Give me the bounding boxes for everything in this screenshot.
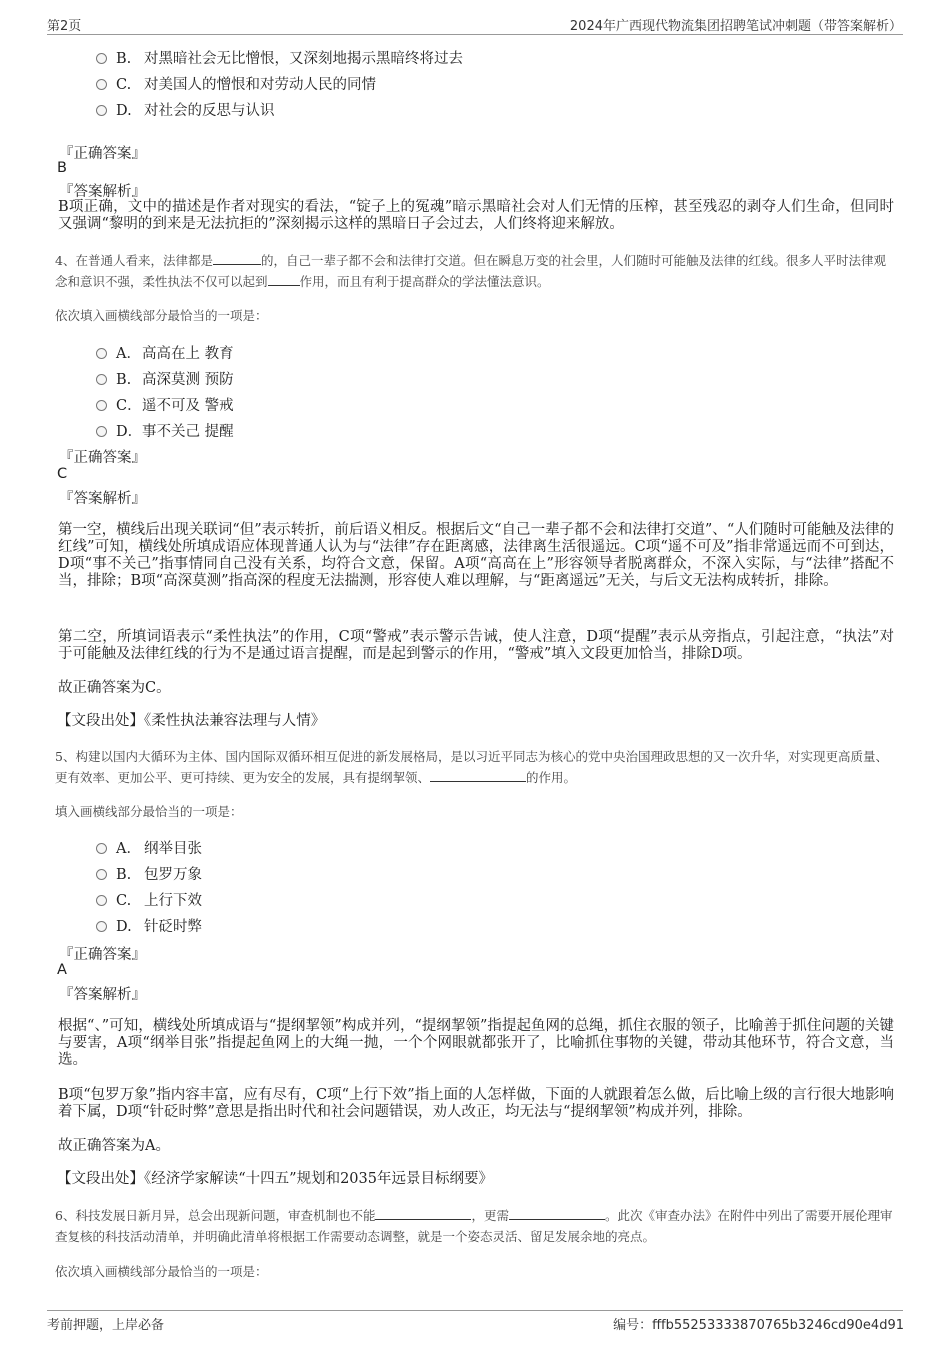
radio-icon[interactable] [96,400,107,411]
q5-conclusion: 故正确答案为A。 [58,1138,170,1154]
q4-instruction: 依次填入画横线部分最恰当的一项是： [55,308,268,323]
q4-conclusion: 故正确答案为C。 [58,680,171,696]
q4-source: 【文段出处】《柔性执法兼容法理与人情》 [57,713,326,729]
q4-option-c[interactable]: C．遥不可及 警戒 [96,394,234,415]
blank-line [430,769,526,782]
q4-analysis-label: 『答案解析』 [59,491,146,507]
q3-answer-label: 『正确答案』 [59,146,146,162]
footer-rule [47,1310,903,1311]
radio-icon[interactable] [96,53,107,64]
q5-answer-label: 『正确答案』 [59,947,146,963]
q5-option-a[interactable]: A． 纲举目张 [96,837,202,858]
footer-slogan: 考前押题，上岸必备 [47,1318,165,1333]
q3-option-d[interactable]: D. 对社会的反思与认识 [96,99,275,120]
page-number: 第2页 [47,19,82,34]
q5-analysis-paragraph-2: B项“包罗万象”指内容丰富，应有尽有，C项“上行下效”指上面的人怎样做，下面的人就跟着怎么做，后比喻上级的言行很大地影响着下属，D项“针砭时弊”意思是指出时代和社会问题错误，劝人改正，均无法与“提纲挈领”构成并列，排除。 [58,1087,894,1120]
q5-source: 【文段出处】《经济学家解读“十四五”规划和2035年远景目标纲要》 [57,1171,493,1187]
blank-line [268,273,300,286]
q3-option-c[interactable]: C. 对美国人的憎恨和对劳动人民的同情 [96,73,376,94]
document-title: 2024年广西现代物流集团招聘笔试冲刺题（带答案解析） [569,19,902,34]
blank-line [375,1207,471,1220]
radio-icon[interactable] [96,79,107,90]
q4-option-a[interactable]: A．高高在上 教育 [96,342,234,363]
q4-analysis-paragraph-1: 第一空，横线后出现关联词“但”表示转折，前后语义相反。根据后文“自己一辈子都不会和法律打交道”、“人们随时可能触及法律的红线”可知，横线处所填成语应体现普通人认为与“法律”存在距离感，法律离生活很遥远。C项“遥不可及”指非常遥远而不可到达，D项“事不关己”指事情同自己没有关系，均符合文意，保留。A项“高高在上”形容领导者脱离群众，不深入实际，与“法律”搭配不当，排除；B项“高深莫测”指高深的程度无法揣测，形容使人难以理解，与“距离遥远”无关，与后文无法构成转折，排除。 [58,522,894,589]
q5-option-c[interactable]: C. 上行下效 [96,889,202,910]
q5-answer: A [57,962,67,978]
blank-line [509,1207,605,1220]
q4-answer: C [57,466,68,482]
header-rule [47,34,903,35]
radio-icon[interactable] [96,869,107,880]
q5-analysis-paragraph-1: 根据“、”可知，横线处所填成语与“提纲挈领”构成并列，“提纲挈领”指提起鱼网的总绳，抓住衣服的领子，比喻善于抓住问题的关键与要害，A项“纲举目张”指提起鱼网上的大绳一抛，一个个网眼就都张开了，比喻抓住事物的关键，带动其他环节，符合文意，当选。 [58,1018,894,1068]
q6-instruction: 依次填入画横线部分最恰当的一项是： [55,1264,268,1279]
radio-icon[interactable] [96,426,107,437]
radio-icon[interactable] [96,348,107,359]
radio-icon[interactable] [96,843,107,854]
radio-icon[interactable] [96,895,107,906]
q5-analysis-label: 『答案解析』 [59,987,146,1003]
q3-answer: B [57,160,67,176]
q5-option-b[interactable]: B. 包罗万象 [96,863,202,884]
q4-stem: 4、在普通人看来，法律都是 的，自己一辈子都不会和法律打交道。但在瞬息万变的社会里，人们随时可能触及法律的红线。很多人平时法律观念和意识不强，柔性执法不仅可以起到 作用，而且有利于提高群众的学法懂法意识。 [55,253,886,289]
q4-answer-label: 『正确答案』 [59,450,146,466]
q4-option-d[interactable]: D．事不关己 提醒 [96,420,234,441]
blank-line [213,252,261,265]
radio-icon[interactable] [96,374,107,385]
radio-icon[interactable] [96,105,107,116]
q4-analysis-paragraph-2: 第二空，所填词语表示“柔性执法”的作用，C项“警戒”表示警示告诫，使人注意，D项“提醒”表示从旁指点，引起注意，“执法”对于可能触及法律红线的行为不是通过语言提醒，而是起到警示的作用，“警戒”填入文段更加恰当，排除D项。 [58,629,894,662]
q5-instruction: 填入画横线部分最恰当的一项是： [55,804,243,819]
q4-option-b[interactable]: B. 高深莫测 预防 [96,368,234,389]
q5-stem: 5、构建以国内大循环为主体、国内国际双循环相互促进的新发展格局，是以习近平同志为核心的党中央治国理政思想的又一次升华，对实现更高质量、更有效率、更加公平、更可持续、更为安全的发展，具有提纲挈领、 的作用。 [55,749,888,785]
q3-analysis-label: 『答案解析』 [59,184,146,200]
footer-serial: 编号：fffb55253333870765b3246cd90e4d91 [613,1318,904,1333]
q3-analysis: B项正确，文中的描述是作者对现实的看法，“锭子上的冤魂”暗示黑暗社会对人们无情的压榨，甚至残忍的剥夺人们生命，但同时又强调“黎明的到来是无法抗拒的”深刻揭示这样的黑暗日子会过去，人们终将迎来解放。 [58,199,894,232]
q5-option-d[interactable]: D. 针砭时弊 [96,915,202,936]
radio-icon[interactable] [96,921,107,932]
q3-option-b[interactable]: B. 对黑暗社会无比憎恨，又深刻地揭示黑暗终将过去 [96,47,463,68]
q6-stem: 6、科技发展日新月异，总会出现新问题，审查机制也不能 ，更需 。此次《审查办法》在附件中列出了需要开展伦理审查复核的科技活动清单，并明确此清单将根据工作需要动态调整，就是一个姿态灵活、留足发展余地的亮点。 [55,1208,893,1244]
